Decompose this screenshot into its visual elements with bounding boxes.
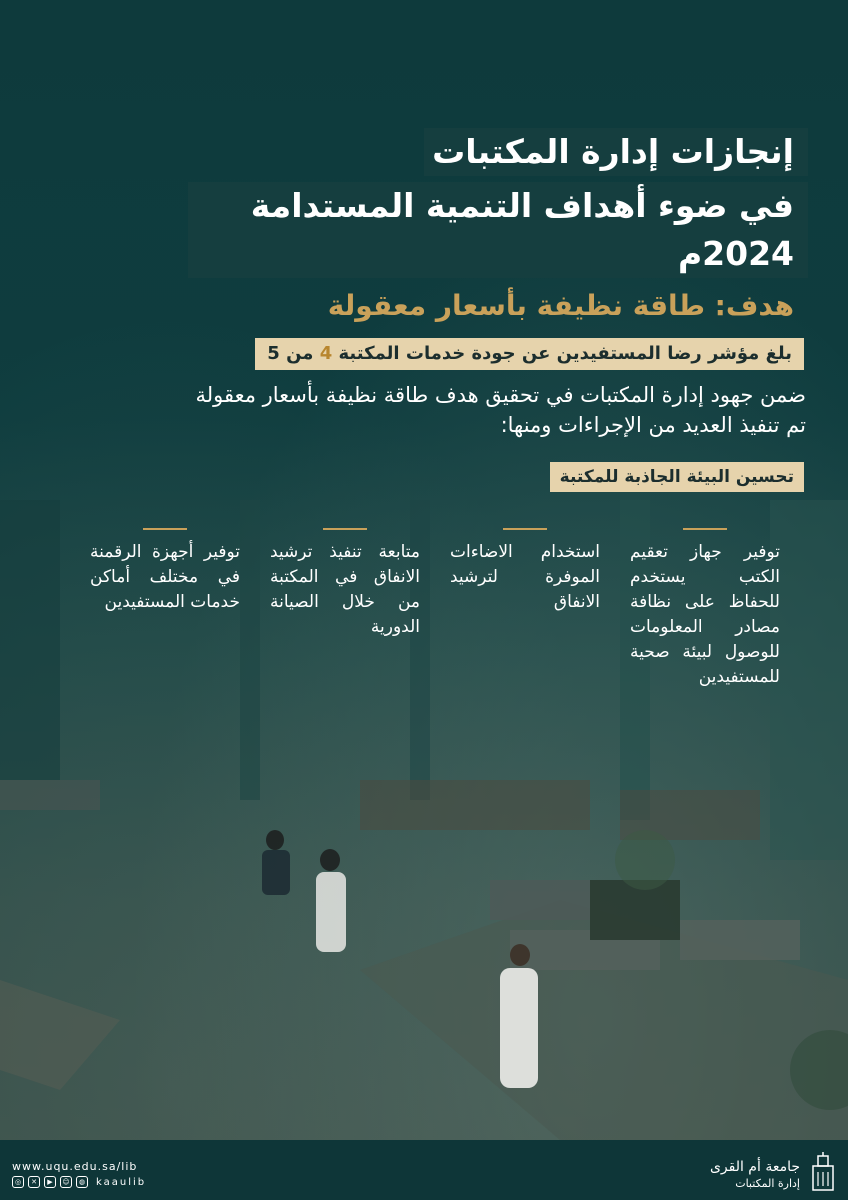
title-line-1: إنجازات إدارة المكتبات [424,128,808,176]
snapchat-icon[interactable]: ☺ [60,1176,72,1188]
rating-suffix: من 5 [267,343,314,364]
goal-line: هدف: طاقة نظيفة بأسعار معقولة [327,289,794,322]
department-name: إدارة المكتبات [735,1177,800,1190]
website-link[interactable]: www.uqu.edu.sa/lib [12,1160,138,1173]
action-text-2: استخدام الاضاءات الموفرة لترشيد الانفاق [450,542,600,612]
action-item-3 [270,528,420,640]
divider [683,528,727,530]
university-name-block [710,1158,800,1192]
instagram-icon[interactable]: ◎ [12,1176,24,1188]
x-icon[interactable]: ✕ [28,1176,40,1188]
rating-score: 4 [319,343,333,364]
intro-text [26,380,806,440]
intro-line-1: ضمن جهود إدارة المكتبات في تحقيق هدف طاقة نظيفة بأسعار معقولة [195,383,806,407]
actions-list [90,528,790,768]
satisfaction-rating-banner [255,338,804,370]
divider [503,528,547,530]
university-name: جامعة أم القرى [709,1159,800,1175]
divider [323,528,367,530]
globe-icon[interactable]: ◍ [76,1176,88,1188]
section-title: تحسين البيئة الجاذبة للمكتبة [550,462,804,492]
divider [143,528,187,530]
action-text-4: توفير أجهزة الرقمنة في مختلف أماكن خدمات المستفيدين [90,542,240,612]
university-logo-icon [810,1152,836,1192]
action-text-1: توفير جهاز تعقيم الكتب يستخدم للحفاظ على نظافة مصادر المعلومات للوصول لبيئة صحية للمستفيدين [630,542,780,687]
youtube-icon[interactable]: ▶ [44,1176,56,1188]
action-item-1 [630,528,780,690]
action-item-2 [450,528,600,615]
title-line-2: في ضوء أهداف التنمية المستدامة 2024م [188,182,808,278]
intro-line-2: تم تنفيذ العديد من الإجراءات ومنها: [500,413,806,437]
action-item-4 [90,528,240,615]
rating-prefix: بلغ مؤشر رضا المستفيدين عن جودة خدمات المكتبة [338,343,792,364]
social-links [12,1176,146,1188]
action-text-3: متابعة تنفيذ ترشيد الانفاق في المكتبة من خلال الصيانة الدورية [270,542,420,637]
header [188,128,808,326]
social-handle: kaaulib [96,1176,147,1188]
